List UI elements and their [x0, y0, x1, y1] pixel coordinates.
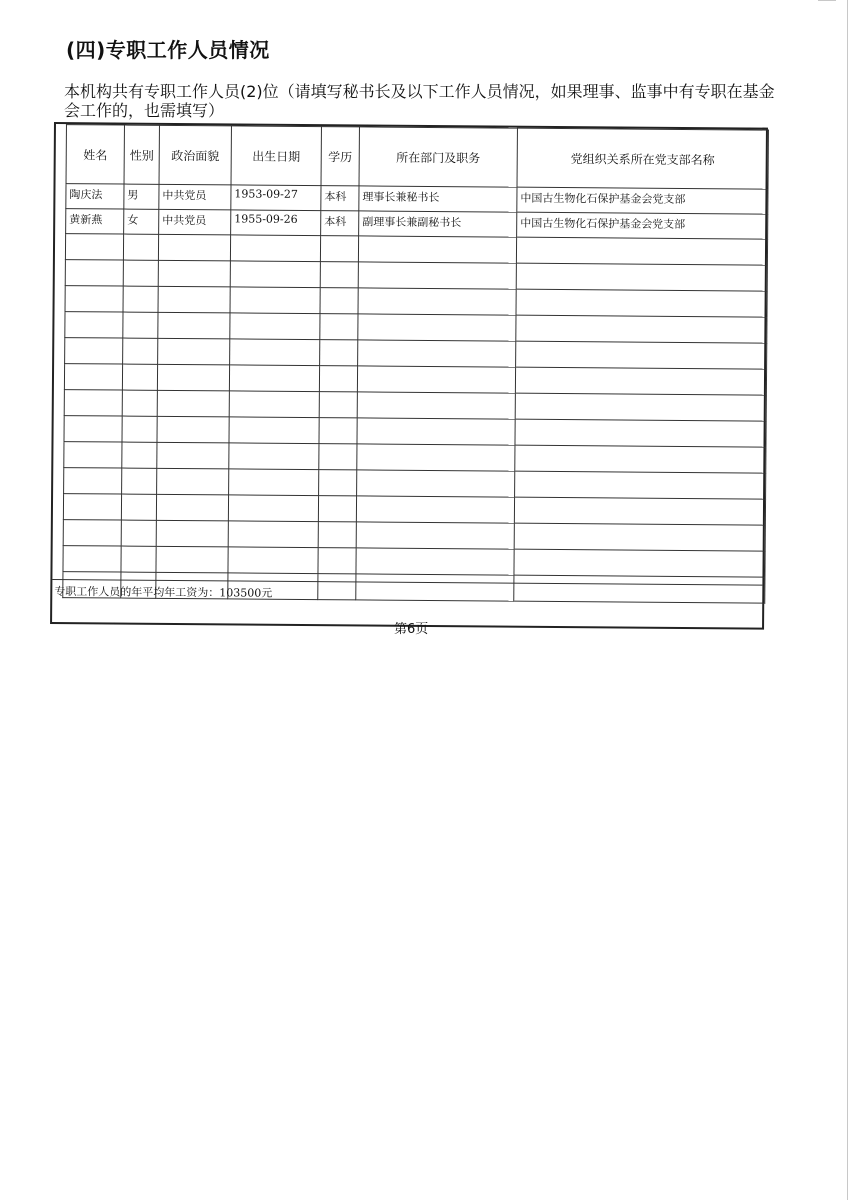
empty-cell: [65, 234, 123, 260]
table-header-row: [66, 125, 768, 190]
header-birth-date: 出生日期: [231, 126, 321, 186]
empty-cell: [63, 494, 121, 520]
empty-cell: [358, 340, 516, 367]
empty-cell: [356, 496, 514, 523]
cell-education: 本科: [321, 211, 359, 236]
empty-cell: [64, 442, 122, 468]
empty-cell: [156, 520, 228, 547]
empty-cell: [229, 391, 319, 418]
cell-birth-date: 1955-09-26: [231, 210, 321, 236]
cell-gender: 男: [124, 184, 159, 209]
empty-cell: [228, 495, 318, 522]
header-party-branch: 党组织关系所在党支部名称: [517, 128, 768, 189]
empty-cell: [158, 338, 230, 365]
empty-cell: [515, 445, 766, 473]
empty-cell: [357, 392, 515, 419]
page-number: 第6页: [394, 622, 429, 637]
empty-cell: [122, 442, 157, 468]
empty-cell: [123, 234, 158, 260]
empty-cell: [358, 288, 516, 315]
empty-cell: [318, 496, 356, 522]
empty-cell: [63, 546, 121, 572]
empty-cell: [65, 286, 123, 312]
empty-cell: [158, 312, 230, 339]
empty-cell: [516, 341, 767, 369]
staff-table: [62, 124, 769, 604]
empty-cell: [515, 367, 766, 395]
empty-cell: [157, 416, 229, 443]
empty-cell: [63, 520, 121, 546]
empty-cell: [230, 339, 320, 366]
empty-cell: [320, 340, 358, 366]
empty-cell: [358, 262, 516, 289]
empty-cell: [516, 263, 767, 291]
cell-party-branch: 中国古生物化石保护基金会党支部: [517, 212, 768, 239]
empty-cell: [123, 260, 158, 286]
empty-cell: [123, 312, 158, 338]
empty-cell: [515, 471, 766, 499]
empty-cell: [320, 288, 358, 314]
cell-department-position: 副理事长兼副秘书长: [359, 211, 517, 237]
empty-cell: [121, 494, 156, 520]
intro-text: 本机构共有专职工作人员(2)位（请填写秘书长及以下工作人员情况，如果理事、监事中有专职在基金会工作的，也需填写）: [64, 82, 775, 120]
empty-cell: [228, 547, 318, 574]
empty-cell: [356, 522, 514, 549]
empty-cell: [229, 365, 319, 392]
empty-cell: [318, 548, 356, 574]
header-political-status: 政治面貌: [159, 125, 231, 185]
empty-cell: [156, 546, 228, 573]
empty-cell: [357, 444, 515, 471]
empty-cell: [228, 521, 318, 548]
empty-cell: [356, 548, 514, 575]
cell-department-position: 理事长兼秘书长: [359, 186, 517, 212]
empty-cell: [122, 468, 157, 494]
cell-name: 陶庆法: [66, 184, 124, 209]
cell-education: 本科: [321, 186, 359, 211]
empty-cell: [64, 416, 122, 442]
cell-gender: 女: [124, 209, 159, 234]
empty-cell: [358, 314, 516, 341]
empty-cell: [123, 286, 158, 312]
empty-cell: [514, 549, 765, 577]
empty-cell: [65, 312, 123, 338]
empty-cell: [65, 338, 123, 364]
section-title: (四)专职工作人员情况: [66, 38, 270, 62]
cell-political-status: 中共党员: [159, 184, 231, 210]
empty-cell: [357, 470, 515, 497]
header-gender: 性别: [124, 125, 159, 184]
empty-cell: [122, 390, 157, 416]
empty-cell: [319, 366, 357, 392]
staff-table-frame: [50, 122, 768, 630]
empty-cell: [156, 494, 228, 521]
empty-cell: [158, 286, 230, 313]
empty-cell: [319, 418, 357, 444]
empty-cell: [230, 313, 320, 340]
empty-cell: [516, 289, 767, 317]
empty-cell: [65, 260, 123, 286]
empty-cell: [229, 443, 319, 470]
empty-cell: [121, 546, 156, 572]
empty-cell: [230, 287, 320, 314]
empty-cell: [157, 442, 229, 469]
empty-cell: [514, 497, 765, 525]
empty-cell: [229, 469, 319, 496]
empty-cell: [357, 418, 515, 445]
empty-cell: [64, 390, 122, 416]
header-name: 姓名: [66, 125, 124, 184]
empty-cell: [515, 419, 766, 447]
empty-cell: [157, 468, 229, 495]
header-education: 学历: [321, 127, 359, 186]
empty-cell: [64, 364, 122, 390]
empty-cell: [320, 314, 358, 340]
empty-cell: [357, 366, 515, 393]
empty-cell: [123, 338, 158, 364]
empty-cell: [319, 470, 357, 496]
cell-birth-date: 1953-09-27: [231, 185, 321, 211]
empty-cell: [319, 444, 357, 470]
empty-cell: [515, 393, 766, 421]
empty-cell: [122, 416, 157, 442]
empty-cell: [229, 417, 319, 444]
empty-cell: [122, 364, 157, 390]
scan-artifact-mark: [818, 0, 836, 1]
empty-cell: [358, 236, 516, 263]
empty-cell: [158, 260, 230, 287]
empty-cell: [514, 523, 765, 551]
cell-party-branch: 中国古生物化石保护基金会党支部: [517, 187, 768, 214]
empty-cell: [319, 392, 357, 418]
empty-cell: [158, 234, 230, 261]
empty-cell: [320, 236, 358, 262]
empty-cell: [157, 364, 229, 391]
empty-cell: [157, 390, 229, 417]
empty-cell: [516, 237, 767, 265]
cell-name: 黄新燕: [66, 209, 124, 234]
average-salary-note: 专职工作人员的年平均年工资为：103500元: [52, 579, 762, 608]
header-department-position: 所在部门及职务: [359, 127, 517, 187]
empty-cell: [230, 235, 320, 262]
empty-cell: [121, 520, 156, 546]
empty-cell: [64, 468, 122, 494]
empty-cell: [516, 315, 767, 343]
empty-cell: [318, 522, 356, 548]
empty-cell: [320, 262, 358, 288]
empty-cell: [230, 261, 320, 288]
cell-political-status: 中共党员: [159, 209, 231, 235]
